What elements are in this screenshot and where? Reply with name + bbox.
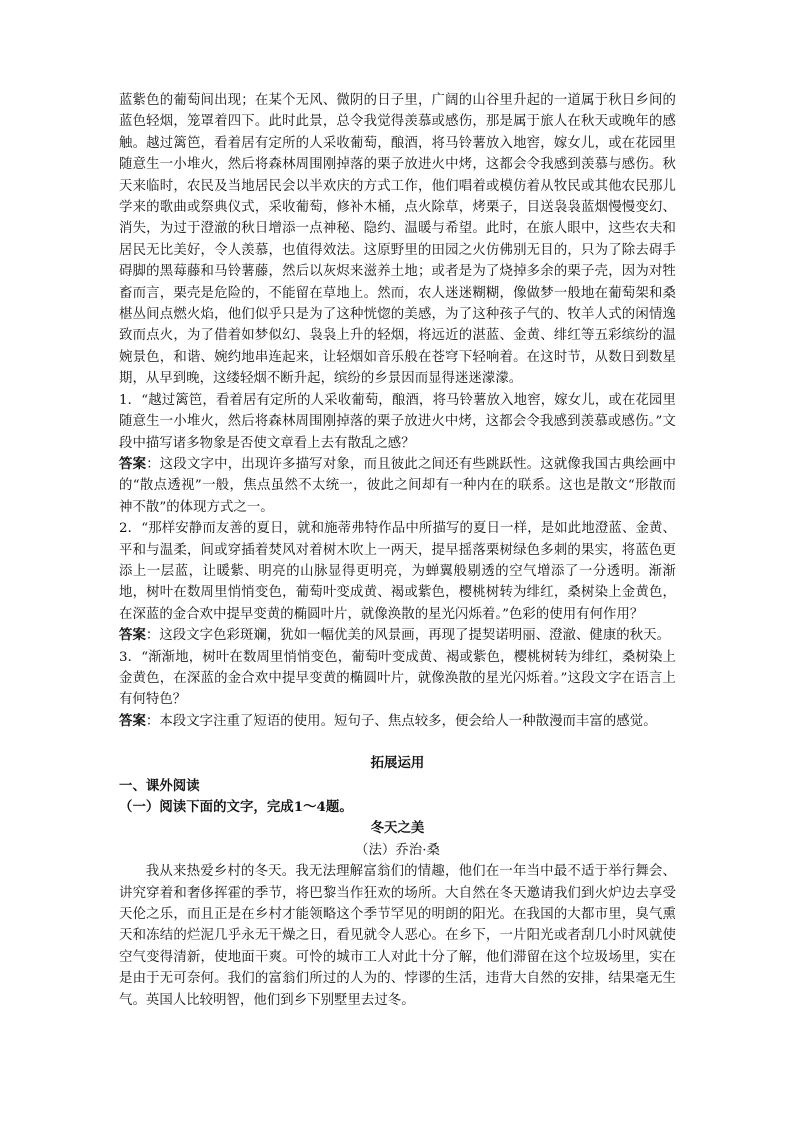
essay-author: （法）乔治·桑	[355, 842, 440, 858]
section-title: 拓展运用	[370, 755, 425, 772]
answer-3	[119, 711, 676, 732]
answer-1	[119, 454, 676, 518]
answer-label: 答案	[119, 455, 147, 472]
essay-title: 冬天之美	[370, 820, 425, 837]
answer-text: ：本段文字注重了短语的使用。短句子、焦点较多，便会给人一种散漫而丰富的感觉。	[145, 713, 657, 729]
question-1: 1．“越过篱笆，看着居有定所的人采收葡萄，酿酒，将马铃薯放入地窖，嫁女儿，或在花园里随意生一小堆火，然后将森林周围刚掉落的栗子放进火中烤，这都会令我感到羡慕或感伤。”文段中描写诸多物象是否使文章看上去有散乱之感？	[119, 392, 676, 451]
body-paragraph: 蓝紫色的葡萄间出现；在某个无风、微阴的日子里，广阔的山谷里升起的一道属于秋日乡间的蓝色轻烟，笼罩着四下。此时此景，总令我觉得羡慕或感伤，那是属于旅人在秋天或晚年的感触。越过篱笆，看着居有定所的人采收葡萄，酿酒，将马铃薯放入地窖，嫁女儿，或在花园里随意生一小堆火，然后将森林周围刚掉落的栗子放进火中烤，这都会令我感到羡慕与感伤。秋天来临时，农民及当地居民会以半欢庆的方式工作，他们唱着或模仿着从牧民或其他农民那儿学来的歌曲或祭典仪式，采收葡萄，修补木桶，点火除草，烤栗子，目送袅袅蓝烟慢慢变幻、消失，为过于澄澈的秋日增添一点神秘、隐约、温暖与希望。此时，在旅人眼中，这些农夫和居民无比美好，令人羡慕，也值得效法。这原野里的田园之火仿佛别无目的，只为了除去碍手碍脚的黑莓藤和马铃薯藤，然后以灰烬来滋养土地；或者是为了烧掉多余的栗子壳，因为对牲畜而言，栗壳是危险的，不能留在草地上。然而，农人迷迷糊糊，像做梦一般地在葡萄架和桑椹丛间点燃火焰，他们似乎只是为了这种恍惚的美感，为了这种孩子气的、牧羊人式的闲情逸致而点火，为了借着如梦似幻、袅袅上升的轻烟，将远近的湛蓝、金黄、绯红等五彩缤纷的温婉景色，和谐、婉约地串连起来，让轻烟如音乐般在苍穹下轻响着。在这时节，从数日到数星期，从早到晚，这缕轻烟不断升起，缤纷的乡景因而显得迷迷濛濛。	[119, 93, 676, 387]
essay-paragraph: 我从来热爱乡村的冬天。我无法理解富翁们的情趣，他们在一年当中最不适于举行舞会、讲究穿着和奢侈挥霍的季节，将巴黎当作狂欢的场所。大自然在冬天邀请我们到火炉边去享受天伦之乐，而且正是在乡村才能领略这个季节罕见的明朗的阳光。在我国的大都市里，臭气熏天和冻结的烂泥几乎永无干燥之日，看见就令人恶心。在乡下，一片阳光或者刮几小时风就使空气变得清新，使地面干爽。可怜的城市工人对此十分了解，他们滞留在这个垃圾场里，实在是由于无可奈何。我们的富翁们所过的人为的、悖谬的生活，违背大自然的安排，结果毫无生气。英国人比较明智，他们到乡下别墅里去过冬。	[119, 864, 676, 1008]
answer-text: ：这段文字中，出现许多描写对象，而且彼此之间还有些跳跃性。这就像我国古典绘画中的“散点透视”一般，焦点虽然不太统一，彼此之间却有一种内在的联系。这也是散文“形散而神不散”的体现方式之一。	[119, 456, 676, 515]
part-heading: 一、课外阅读	[119, 777, 200, 794]
answer-2	[119, 625, 676, 646]
document-page	[119, 90, 676, 1011]
question-3: 3．“渐渐地，树叶在数周里悄悄变色，葡萄叶变成黄、褐或紫色，樱桃树转为绯红，桑树染上金黄色，在深蓝的金合欢中提早变黄的椭圆叶片，就像涣散的星光闪烁着。”这段文字在语言上有何特色？	[119, 649, 676, 708]
answer-label: 答案	[119, 712, 146, 729]
answer-text: ：这段文字色彩斑斓，犹如一幅优美的风景画，再现了提契诺明丽、澄澈、健康的秋天。	[145, 628, 671, 644]
answer-label: 答案	[119, 627, 146, 644]
question-2: 2．“那样安静而友善的夏日，就和施蒂弗特作品中所描写的夏日一样，是如此地澄蓝、金黄、平和与温柔，间或穿插着焚风对着树木吹上一两天，提早摇落栗树绿色多刺的果实，将蓝色更添上一层蓝，让暖紫、明亮的山脉显得更明亮，为蝉翼般剔透的空气增添了一分透明。渐渐地，树叶在数周里悄悄变色，葡萄叶变成黄、褐或紫色，樱桃树转为绯红，桑树染上金黄色，在深蓝的金合欢中提早变黄的椭圆叶片，就像涣散的星光闪烁着。”色彩的使用有何作用？	[119, 521, 676, 622]
part-subheading: （一）阅读下面的文字，完成1～4题。	[119, 799, 353, 815]
